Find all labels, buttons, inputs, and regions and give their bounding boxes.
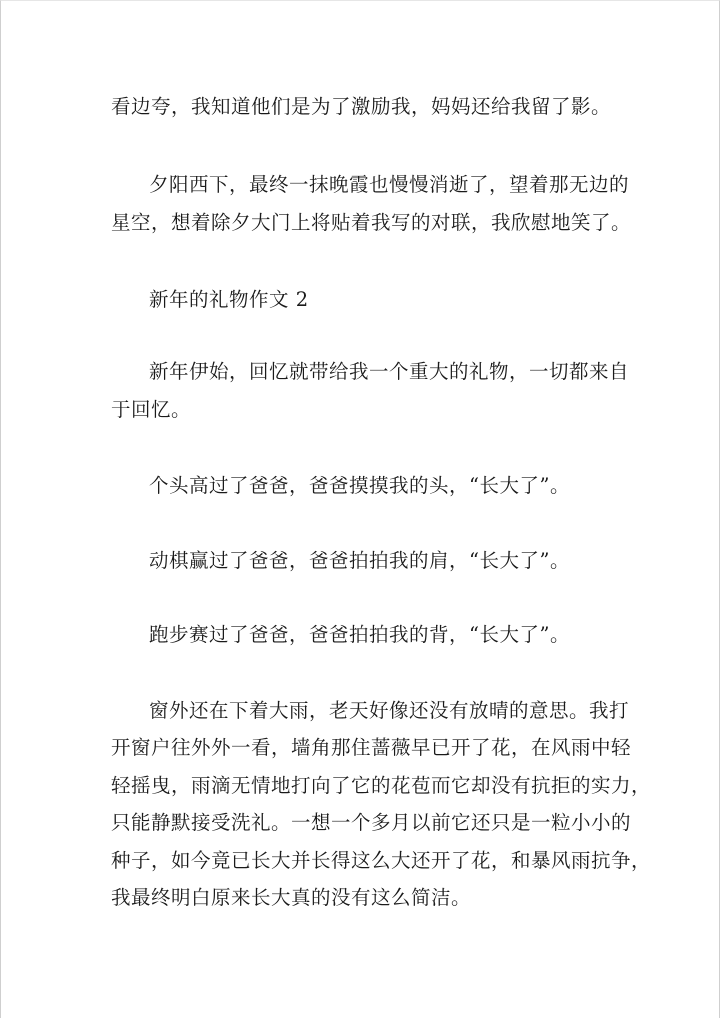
paragraph-line: 个头高过了爸爸，爸爸摸摸我的头，“长大了”。 (149, 474, 570, 497)
paragraph-line: 星空，想着除夕大门上将贴着我写的对联，我欣慰地笑了。 (111, 211, 632, 234)
paragraph-line: 窗外还在下着大雨，老天好像还没有放晴的意思。我打 (149, 699, 630, 722)
section-heading: 新年的礼物作文 2 (149, 288, 309, 311)
paragraph-line: 轻摇曳，雨滴无情地打向了它的花苞而它却没有抗拒的实力， (111, 774, 652, 797)
paragraph-line: 开窗户往外外一看，墙角那住蔷薇早已开了花，在风雨中轻 (111, 736, 632, 759)
paragraph-line: 看边夸，我知道他们是为了激励我，妈妈还给我留了影。 (111, 95, 612, 118)
paragraph-line: 动棋赢过了爸爸，爸爸拍拍我的肩，“长大了”。 (149, 549, 570, 572)
paragraph-line: 我最终明白原来长大真的没有这么简洁。 (111, 886, 472, 909)
paragraph-line: 于回忆。 (111, 398, 192, 421)
paragraph-line: 夕阳西下，最终一抹晚霞也慢慢消逝了，望着那无边的 (149, 173, 630, 196)
paragraph-line: 种子，如今竟已长大并长得这么大还开了花，和暴风雨抗争， (111, 849, 652, 872)
paragraph-line: 跑步赛过了爸爸，爸爸拍拍我的背，“长大了”。 (149, 623, 570, 646)
paragraph-line: 新年伊始，回忆就带给我一个重大的礼物，一切都来自 (149, 360, 630, 383)
paragraph-line: 只能静默接受洗礼。一想一个多月以前它还只是一粒小小的 (111, 811, 632, 834)
